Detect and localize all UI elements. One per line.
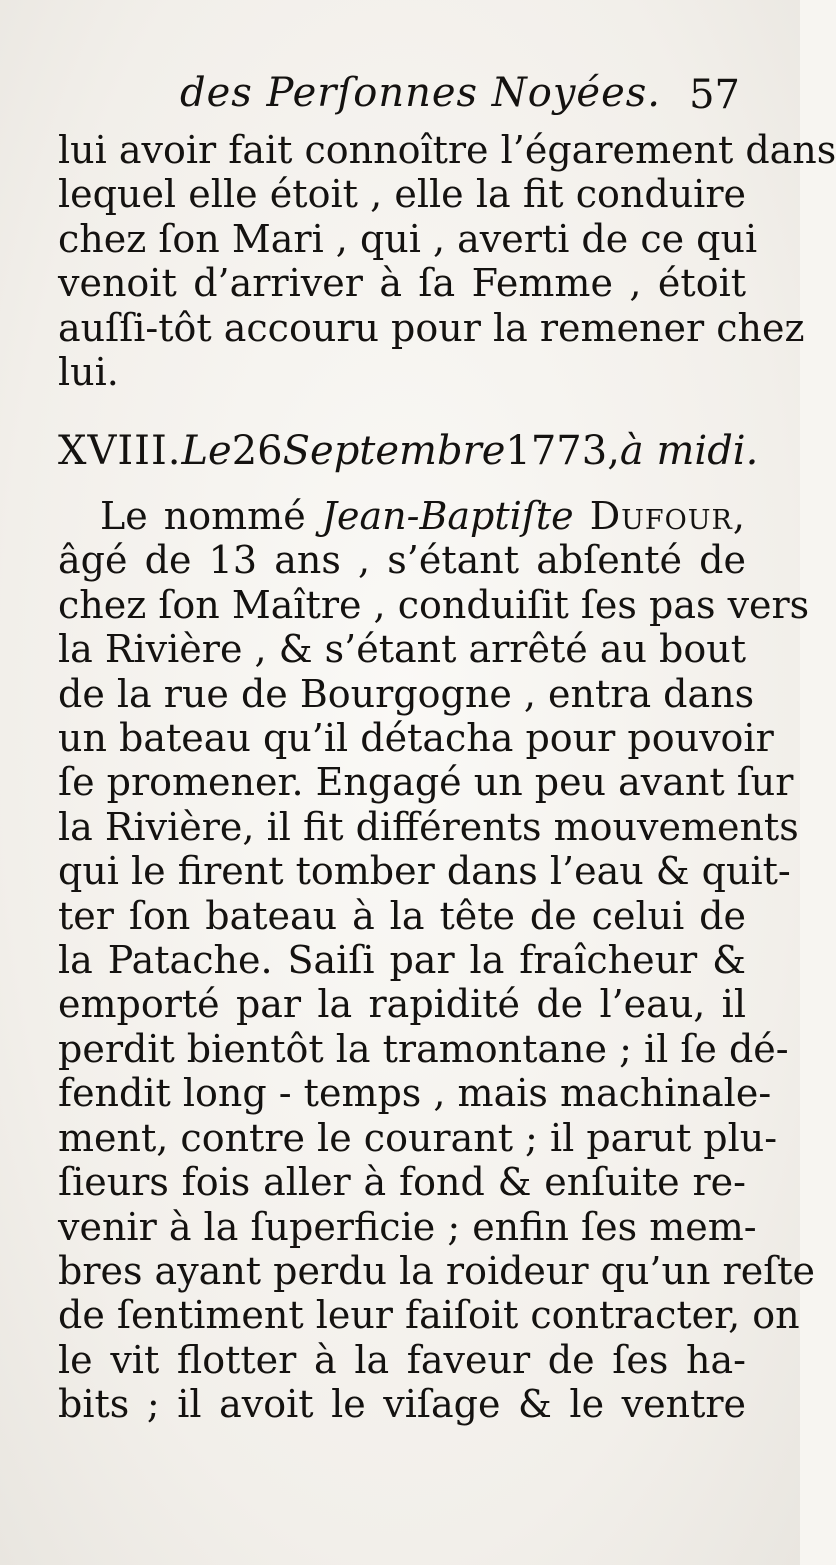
text-line: auſſi-tôt accouru pour la remener chez bbox=[58, 305, 805, 350]
text-line: la Patache. Saiſi par la fraîcheur & bbox=[58, 938, 746, 983]
text-line: fendit long - temps , mais machinale- bbox=[58, 1071, 772, 1116]
intro-text: Le nommé bbox=[100, 494, 306, 538]
text-line: ment, contre le courant ; il parut plu- bbox=[58, 1115, 778, 1160]
section-heading bbox=[58, 428, 759, 474]
main-paragraph bbox=[58, 494, 816, 1427]
text-line: le vit flotter à la faveur de ſes ha- bbox=[58, 1337, 746, 1382]
text-line: qui le firent tomber dans l’eau & quit- bbox=[58, 849, 791, 894]
text-line: de la rue de Bourgogne , entra dans bbox=[58, 671, 755, 716]
date-time: à midi. bbox=[619, 428, 759, 474]
text-line: âgé de 13 ans , s’étant abſenté de bbox=[58, 538, 746, 583]
person-given-name: Jean-Baptiſte bbox=[321, 494, 574, 538]
page-number: 57 bbox=[689, 72, 740, 118]
date-prefix: Le bbox=[181, 428, 232, 474]
text-line: chez ſon Maître , conduiſit ſes pas vers bbox=[58, 582, 810, 627]
text-line: venoit d’arriver à ſa Femme , étoit bbox=[58, 261, 746, 306]
text-line: ſe promener. Engagé un peu avant ſur bbox=[58, 760, 794, 805]
text-line: chez ſon Mari , qui , averti de ce qui bbox=[58, 216, 758, 261]
text-line: bres ayant perdu la roideur qu’un reſte bbox=[58, 1248, 816, 1293]
text-line: la Rivière, il fit différents mouvements bbox=[58, 804, 799, 849]
text-line: lequel elle étoit , elle la fit conduire bbox=[58, 172, 746, 217]
text-line: venir à la ſuperficie ; enfin ſes mem- bbox=[58, 1204, 757, 1249]
text-line: ſieurs fois aller à fond & enſuite re- bbox=[58, 1160, 746, 1205]
text-line: perdit bientôt la tramontane ; il ſe dé- bbox=[58, 1026, 789, 1071]
text-line-first bbox=[58, 494, 746, 538]
person-surname: Dufour, bbox=[589, 494, 746, 538]
text-line: lui avoir fait connoître l’égarement dans bbox=[58, 128, 836, 172]
text-line: ter ſon bateau à la tête de celui de bbox=[58, 893, 746, 938]
text-line: de ſentiment leur faiſoit contracter, on bbox=[58, 1293, 800, 1338]
continuation-paragraph bbox=[58, 128, 836, 395]
text-line: emporté par la rapidité de l’eau, il bbox=[58, 982, 746, 1027]
date-year: 1773, bbox=[505, 428, 620, 474]
text-line: la Rivière , & s’étant arrêté au bout bbox=[58, 627, 746, 672]
page-header bbox=[180, 70, 740, 120]
date-month: Septembre bbox=[282, 428, 506, 474]
section-numeral: XVIII. bbox=[58, 428, 182, 474]
text-line: bits ; il avoit le viſage & le ventre bbox=[58, 1382, 746, 1427]
text-line: un bateau qu’il détacha pour pouvoir bbox=[58, 716, 774, 761]
text-line: lui. bbox=[58, 350, 119, 395]
date-day: 26 bbox=[231, 428, 283, 474]
running-title: des Perſonnes Noyées. bbox=[180, 70, 662, 116]
